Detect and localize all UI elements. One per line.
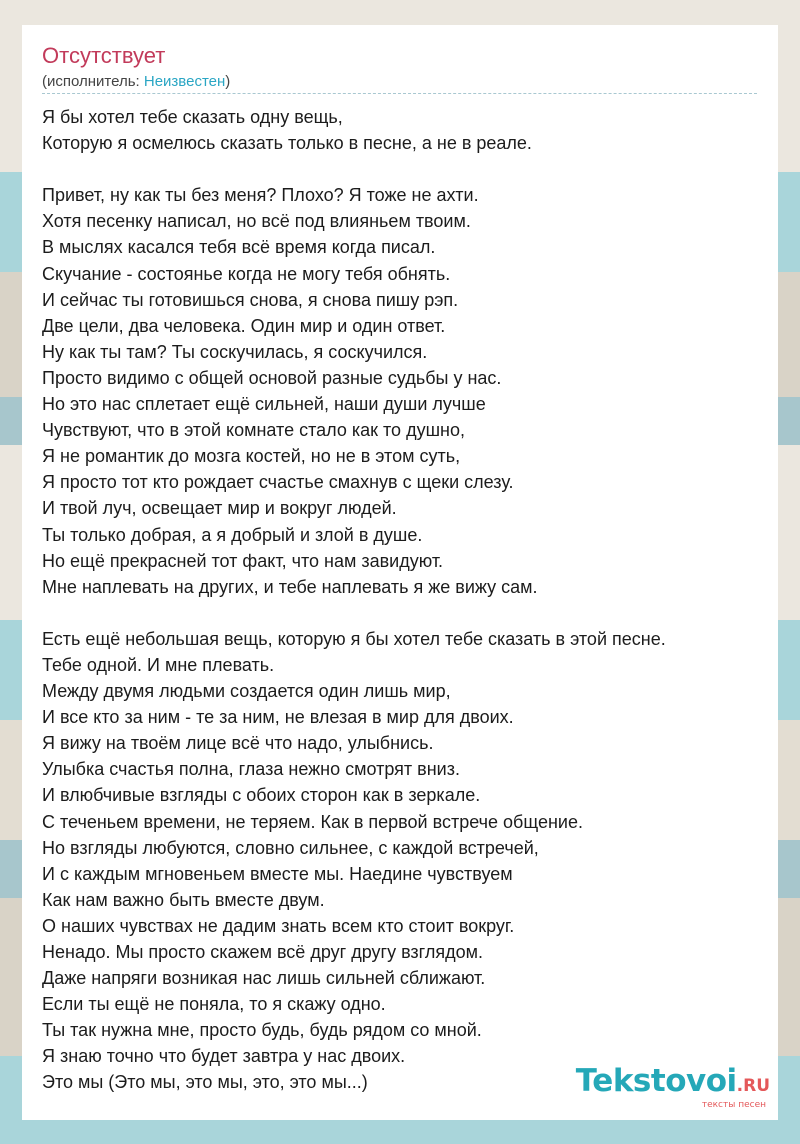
- lyric-line: Я просто тот кто рождает счастье смахнув с щеки слезу.: [42, 472, 514, 493]
- lyric-line: Привет, ну как ты без меня? Плохо? Я тоже не ахти.: [42, 185, 479, 206]
- lyric-line: Скучание - состоянье когда не могу тебя обнять.: [42, 263, 451, 284]
- site-logo[interactable]: [576, 1065, 770, 1110]
- lyric-line: Я знаю точно что будет завтра у нас двоих.: [42, 1046, 406, 1067]
- lyrics-text: [42, 104, 772, 1096]
- lyric-line: Тебе одной. И мне плевать.: [42, 654, 275, 675]
- lyric-line: С теченьем времени, не теряем. Как в первой встрече общение.: [42, 811, 583, 832]
- logo-tld: .RU: [736, 1076, 770, 1096]
- lyric-line: Улыбка счастья полна, глаза нежно смотрят вниз.: [42, 759, 460, 780]
- lyric-line: Ну как ты там? Ты соскучилась, я соскучился.: [42, 341, 428, 362]
- lyric-line: Мне наплевать на других, и тебе наплевать я же вижу сам.: [42, 576, 538, 597]
- lyric-line: Я вижу на твоём лице всё что надо, улыбнись.: [42, 733, 434, 754]
- lyric-line: Две цели, два человека. Один мир и один ответ.: [42, 315, 446, 336]
- lyric-line: Есть ещё небольшая вещь, которую я бы хотел тебе сказать в этой песне.: [42, 628, 666, 649]
- lyric-line: Ты только добрая, а я добрый и злой в душе.: [42, 524, 423, 545]
- lyric-line: Я не романтик до мозга костей, но не в этом суть,: [42, 446, 461, 467]
- performer-link[interactable]: Неизвестен: [143, 73, 226, 90]
- lyric-line: Я бы хотел тебе сказать одну вещь,: [42, 107, 343, 127]
- lyric-line: Но взгляды любуются, словно сильнее, с каждой встречей,: [42, 837, 539, 858]
- logo-tagline: тексты песен: [701, 1100, 766, 1110]
- lyric-line: О наших чувствах не дадим знать всем кто стоит вокруг.: [42, 915, 515, 936]
- lyric-line: Как нам важно быть вместе двум.: [42, 889, 325, 910]
- lyrics-stanza: [42, 104, 772, 156]
- lyric-line: И влюбчивые взгляды с обоих сторон как в зеркале.: [42, 785, 481, 806]
- lyric-line: Чувствуют, что в этой комнате стало как то душно,: [42, 420, 465, 441]
- lyric-line: Ненадо. Мы просто скажем всё друг другу взглядом.: [42, 942, 483, 962]
- lyric-line: В мыслях касался тебя всё время когда писал.: [42, 237, 436, 258]
- lyrics-stanza: [42, 626, 772, 1096]
- performer-prefix: (исполнитель:: [42, 73, 144, 90]
- lyric-line: Ты так нужна мне, просто будь, будь рядом со мной.: [42, 1020, 482, 1041]
- lyric-line: Это мы (Это мы, это мы, это, это мы...): [42, 1072, 368, 1093]
- lyric-line: Если ты ещё не поняла, то я скажу одно.: [42, 994, 386, 1015]
- lyric-line: Между двумя людьми создается один лишь мир,: [42, 681, 451, 702]
- logo-wordmark: [576, 1065, 770, 1102]
- lyric-line: И с каждым мгновеньем вместе мы. Наедине чувствуем: [42, 863, 513, 884]
- lyrics-stanza: [42, 182, 772, 600]
- lyric-line: Просто видимо с общей основой разные судьбы у нас.: [42, 367, 502, 388]
- lyric-line: Хотя песенку написал, но всё под влияньем твоим.: [42, 211, 471, 232]
- lyric-line: Но это нас сплетает ещё сильней, наши души лучше: [42, 394, 486, 415]
- performer-suffix: ): [225, 73, 231, 90]
- lyrics-card: [22, 25, 778, 1120]
- title-divider: [42, 93, 757, 94]
- lyric-line: И сейчас ты готовишься снова, я снова пишу рэп.: [42, 289, 459, 310]
- lyric-line: И все кто за ним - те за ним, не влезая в мир для двоих.: [42, 707, 514, 728]
- lyric-line: Но ещё прекрасней тот факт, что нам завидуют.: [42, 550, 444, 571]
- logo-name: Tekstovoi: [575, 1063, 737, 1099]
- lyric-line: И твой луч, освещает мир и вокруг людей.: [42, 498, 397, 519]
- lyric-line: Которую я осмелюсь сказать только в песне, а не в реале.: [42, 133, 532, 154]
- song-title: Отсутствует: [42, 43, 166, 68]
- lyric-line: Даже напряги возникая нас лишь сильней сближают.: [42, 968, 486, 989]
- performer-line: [42, 73, 230, 91]
